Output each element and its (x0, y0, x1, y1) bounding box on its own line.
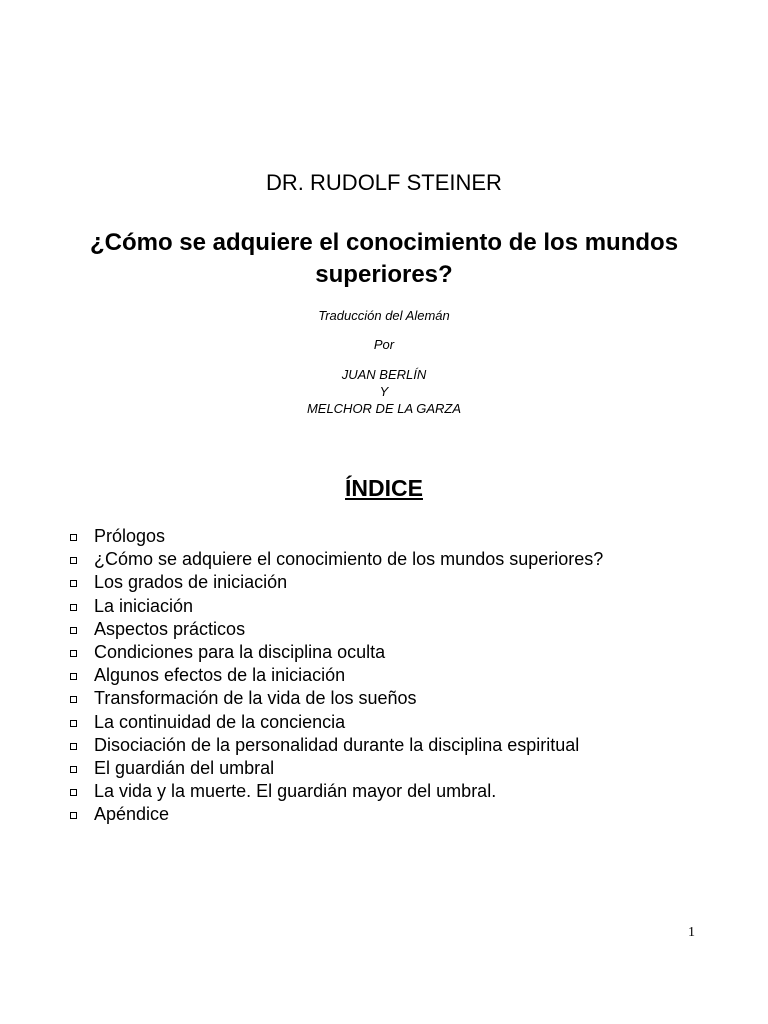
by-label: Por (373, 337, 395, 352)
toc-item-label: Apéndice (94, 804, 170, 825)
translator-1: JUAN BERLÍN (341, 367, 427, 382)
square-bullet-icon (70, 696, 77, 703)
author-name: DR. RUDOLF STEINER (266, 170, 502, 195)
square-bullet-icon (70, 789, 77, 796)
toc-item (70, 571, 750, 594)
toc-item (70, 803, 750, 826)
toc-item (70, 711, 750, 734)
toc-item-label: ¿Cómo se adquiere el conocimiento de los mundos superiores? (94, 549, 604, 570)
toc-item (70, 641, 750, 664)
square-bullet-icon (70, 557, 77, 564)
toc-item (70, 780, 750, 803)
toc-item (70, 595, 750, 618)
square-bullet-icon (70, 604, 77, 611)
toc-item (70, 618, 750, 641)
square-bullet-icon (70, 650, 77, 657)
book-title: ¿Cómo se adquiere el conocimiento de los mundos superiores? (89, 229, 679, 288)
page-number: 1 (688, 925, 695, 940)
translation-note: Traducción del Alemán (318, 308, 450, 323)
toc-item-label: Algunos efectos de la iniciación (94, 665, 346, 686)
toc-item-label: La vida y la muerte. El guardián mayor del umbral. (94, 781, 497, 802)
toc-item-label: Condiciones para la disciplina oculta (94, 642, 386, 663)
toc-item-label: Los grados de iniciación (94, 572, 288, 593)
toc-item-label: Transformación de la vida de los sueños (94, 688, 417, 709)
toc-item-label: Aspectos prácticos (94, 618, 246, 639)
toc-item (70, 525, 750, 548)
toc-item (70, 734, 750, 757)
square-bullet-icon (70, 534, 77, 541)
square-bullet-icon (70, 812, 77, 819)
square-bullet-icon (70, 580, 77, 587)
toc-item (70, 757, 750, 780)
translator-conjunction: Y (379, 384, 389, 399)
square-bullet-icon (70, 720, 77, 727)
toc-item (70, 687, 750, 710)
index-heading: ÍNDICE (345, 475, 423, 501)
translators (0, 366, 768, 417)
toc-item-label: La iniciación (94, 595, 194, 616)
toc-item (70, 664, 750, 687)
toc-item (70, 548, 750, 571)
toc-item-label: La continuidad de la conciencia (94, 711, 346, 732)
table-of-contents (70, 525, 750, 826)
square-bullet-icon (70, 673, 77, 680)
toc-item-label: El guardián del umbral (94, 757, 275, 778)
square-bullet-icon (70, 743, 77, 750)
square-bullet-icon (70, 766, 77, 773)
translator-2: MELCHOR DE LA GARZA (306, 401, 462, 416)
toc-item-label: Prólogos (94, 526, 166, 547)
toc-item-label: Disociación de la personalidad durante la disciplina espiritual (94, 734, 580, 755)
square-bullet-icon (70, 627, 77, 634)
